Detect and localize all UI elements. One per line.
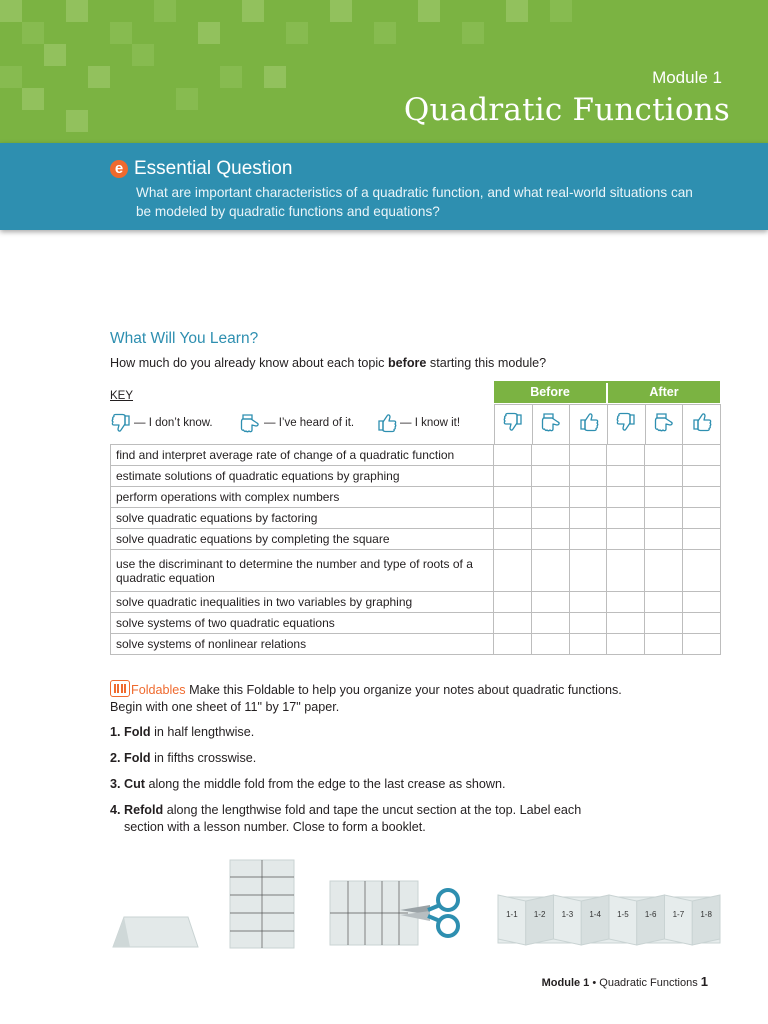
booklet-panel (692, 895, 720, 945)
before-rating-cell[interactable] (531, 550, 569, 592)
topic-row (111, 529, 721, 550)
fold-step: 3. Cut along the middle fold from the edge to the last crease as shown. (110, 777, 506, 791)
fold-step: 2. Fold in fifths crosswise. (110, 751, 257, 765)
after-dont-know-cell (607, 405, 645, 445)
thumbs-up-icon (578, 411, 600, 433)
after-rating-cell[interactable] (607, 508, 645, 529)
after-heard-of-it-cell (645, 405, 683, 445)
after-rating-cell[interactable] (645, 613, 683, 634)
before-rating-cell[interactable] (569, 592, 607, 613)
topic-row (111, 634, 721, 655)
before-rating-cell[interactable] (493, 634, 531, 655)
module-header (0, 0, 768, 143)
key-item-know-it: — I know it! (376, 412, 460, 434)
before-rating-cell[interactable] (569, 634, 607, 655)
topic-label: use the discriminant to determine the number and type of roots of a quadratic equation (111, 550, 494, 592)
booklet-panel (609, 895, 637, 945)
after-rating-cell[interactable] (607, 634, 645, 655)
thumbs-up-icon (376, 412, 398, 434)
foldables-icon (110, 680, 130, 697)
after-rating-cell[interactable] (607, 613, 645, 634)
key-item-heard-of-it: — I’ve heard of it. (238, 412, 354, 434)
thumbs-down-icon (502, 411, 524, 433)
booklet-panel (637, 895, 665, 945)
after-rating-cell[interactable] (607, 592, 645, 613)
before-rating-cell[interactable] (493, 592, 531, 613)
module-title: Quadratic Functions (403, 92, 730, 128)
before-rating-cell[interactable] (493, 445, 531, 466)
cut-paper-illustration (330, 881, 418, 945)
booklet-label: 1-5 (617, 910, 629, 919)
booklet-illustration (498, 895, 720, 945)
section-heading: What Will You Learn? (110, 330, 259, 347)
before-rating-cell[interactable] (531, 445, 569, 466)
before-rating-cell[interactable] (569, 613, 607, 634)
before-rating-cell[interactable] (531, 529, 569, 550)
booklet-label: 1-8 (700, 910, 712, 919)
before-rating-cell[interactable] (493, 550, 531, 592)
before-heard-of-it-cell (532, 405, 570, 445)
booklet-panel (554, 895, 582, 945)
after-rating-cell[interactable] (645, 550, 683, 592)
after-rating-cell[interactable] (645, 508, 683, 529)
before-rating-cell[interactable] (569, 529, 607, 550)
topic-label: solve quadratic inequalities in two variables by graphing (111, 592, 494, 613)
before-rating-cell[interactable] (531, 592, 569, 613)
before-rating-cell[interactable] (493, 508, 531, 529)
after-rating-cell[interactable] (645, 634, 683, 655)
topics-table (110, 444, 721, 655)
booklet-label: 1-4 (589, 910, 601, 919)
topic-row (111, 445, 721, 466)
booklet-label: 1-1 (506, 910, 518, 919)
rating-icon-row (494, 404, 721, 445)
after-rating-cell[interactable] (683, 466, 721, 487)
before-rating-cell[interactable] (569, 550, 607, 592)
booklet-label: 1-3 (561, 910, 574, 919)
before-rating-cell[interactable] (531, 508, 569, 529)
booklet-panel (498, 895, 526, 945)
topic-label: solve systems of nonlinear relations (111, 634, 494, 655)
topic-label: estimate solutions of quadratic equations by graphing (111, 466, 494, 487)
topic-label: perform operations with complex numbers (111, 487, 494, 508)
topic-row (111, 613, 721, 634)
thumbs-down-icon (615, 411, 637, 433)
booklet-panel (581, 895, 609, 945)
after-rating-cell[interactable] (683, 508, 721, 529)
key-item-dont-know: — I don’t know. (110, 412, 213, 434)
thumbs-down-icon (110, 412, 132, 434)
before-know-it-cell (570, 405, 608, 445)
after-rating-cell[interactable] (645, 466, 683, 487)
topic-row (111, 508, 721, 529)
before-rating-cell[interactable] (531, 634, 569, 655)
topic-row (111, 466, 721, 487)
topic-label: solve quadratic equations by factoring (111, 508, 494, 529)
booklet-label: 1-2 (533, 910, 546, 919)
topic-row (111, 592, 721, 613)
booklet-label: 1-6 (644, 910, 657, 919)
after-rating-cell[interactable] (683, 445, 721, 466)
page-number: 1 (700, 974, 708, 989)
after-know-it-cell (683, 405, 721, 445)
after-rating-cell[interactable] (683, 529, 721, 550)
booklet-panel (526, 895, 554, 945)
before-rating-cell[interactable] (493, 613, 531, 634)
after-rating-cell[interactable] (607, 529, 645, 550)
topic-label: solve quadratic equations by completing the square (111, 529, 494, 550)
after-column-header: After (649, 385, 679, 399)
after-rating-cell[interactable] (683, 592, 721, 613)
booklet-panel (665, 895, 693, 945)
after-rating-cell[interactable] (607, 466, 645, 487)
before-after-header (494, 381, 720, 403)
thumbs-sideways-icon (652, 411, 676, 433)
before-rating-cell[interactable] (569, 445, 607, 466)
foldable-illustrations (108, 855, 728, 955)
before-dont-know-cell (495, 405, 533, 445)
before-rating-cell[interactable] (569, 508, 607, 529)
after-rating-cell[interactable] (645, 529, 683, 550)
booklet-label: 1-7 (672, 910, 685, 919)
before-rating-cell[interactable] (531, 613, 569, 634)
before-rating-cell[interactable] (493, 529, 531, 550)
after-rating-cell[interactable] (645, 592, 683, 613)
thumbs-sideways-icon (539, 411, 563, 433)
thumbs-up-icon (691, 411, 713, 433)
after-rating-cell[interactable] (607, 445, 645, 466)
before-rating-cell[interactable] (493, 487, 531, 508)
essential-question-icon: e (110, 160, 128, 178)
after-rating-cell[interactable] (645, 487, 683, 508)
after-rating-cell[interactable] (645, 445, 683, 466)
fold-step: 1. Fold in half lengthwise. (110, 725, 255, 739)
foldables-intro: Foldables Make this Foldable to help you organize your notes about quadratic functions. Begin with one sheet of 11" by 17" paper. (110, 680, 630, 716)
after-rating-cell[interactable] (607, 550, 645, 592)
thumbs-sideways-icon (238, 412, 262, 434)
module-number: Module 1 (652, 68, 722, 87)
topic-row (111, 487, 721, 508)
essential-question-text: What are important characteristics of a quadratic function, and what real-world situations can be modeled by quadratic functions and equations? (136, 185, 693, 219)
after-rating-cell[interactable] (683, 634, 721, 655)
before-rating-cell[interactable] (531, 487, 569, 508)
folded-paper-illustration (113, 917, 198, 947)
after-rating-cell[interactable] (683, 613, 721, 634)
after-rating-cell[interactable] (607, 487, 645, 508)
topic-row (111, 550, 721, 592)
before-rating-cell[interactable] (493, 466, 531, 487)
topic-label: solve systems of two quadratic equations (111, 613, 494, 634)
creased-paper-illustration (230, 860, 294, 948)
fold-step: 4. Refold along the lengthwise fold and tape the uncut section at the top. Label each section with a lesson number. Close to form a booklet. (110, 803, 582, 834)
essential-question-title: Essential Question (134, 158, 293, 179)
foldables-brand: Foldables (131, 683, 186, 697)
section-intro: How much do you already know about each topic before starting this module? (110, 356, 547, 370)
after-rating-cell[interactable] (683, 487, 721, 508)
page-footer: Module 1 • Quadratic Functions 1 (541, 974, 708, 989)
after-rating-cell[interactable] (683, 550, 721, 592)
before-rating-cell[interactable] (569, 466, 607, 487)
before-rating-cell[interactable] (531, 466, 569, 487)
before-rating-cell[interactable] (569, 487, 607, 508)
key-label: KEY (110, 390, 134, 402)
before-column-header: Before (530, 385, 570, 399)
topic-label: find and interpret average rate of change of a quadratic function (111, 445, 494, 466)
